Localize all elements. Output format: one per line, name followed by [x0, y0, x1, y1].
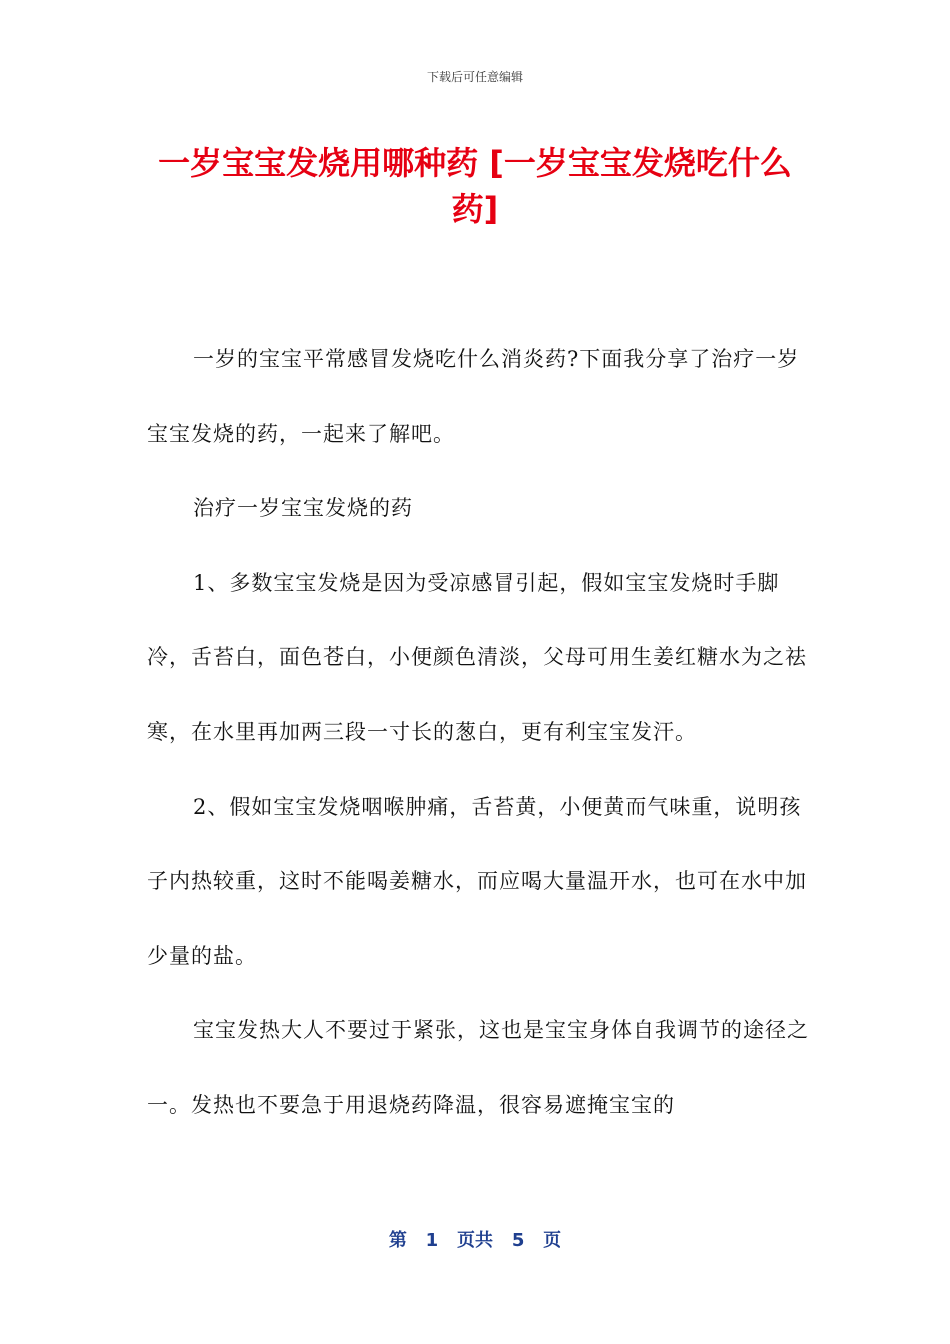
- document-title: 一岁宝宝发烧用哪种药 [一岁宝宝发烧吃什么药]: [158, 144, 792, 228]
- page-label-mid: 页共: [457, 1230, 493, 1251]
- header-note: 下载后可任意编辑: [426, 70, 523, 84]
- paragraph-item-2: 2、假如宝宝发烧咽喉肿痛，舌苔黄，小便黄而气味重，说明孩子内热较重，这时不能喝姜糖水，而应喝大量温开水，也可在水中加少量的盐。: [147, 794, 807, 968]
- page-footer: [0, 1226, 950, 1252]
- page-total: 5: [511, 1230, 525, 1251]
- document-body: [147, 322, 811, 1143]
- page-current: 1: [425, 1230, 439, 1251]
- page-label-suffix: 页: [543, 1230, 562, 1251]
- paragraph-intro: 一岁的宝宝平常感冒发烧吃什么消炎药?下面我分享了治疗一岁宝宝发烧的药，一起来了解吧。: [147, 347, 800, 446]
- paragraph-heading: 治疗一岁宝宝发烧的药: [193, 496, 413, 521]
- page-label-prefix: 第: [388, 1230, 407, 1251]
- paragraph-advice: 宝宝发热大人不要过于紧张，这也是宝宝身体自我调节的途径之一。发热也不要急于用退烧药降温，很容易遮掩宝宝的: [147, 1018, 809, 1117]
- paragraph-item-1: 1、多数宝宝发烧是因为受凉感冒引起，假如宝宝发烧时手脚冷，舌苔白，面色苍白，小便颜色清淡，父母可用生姜红糖水为之祛寒，在水里再加两三段一寸长的葱白，更有利宝宝发汗。: [147, 570, 807, 744]
